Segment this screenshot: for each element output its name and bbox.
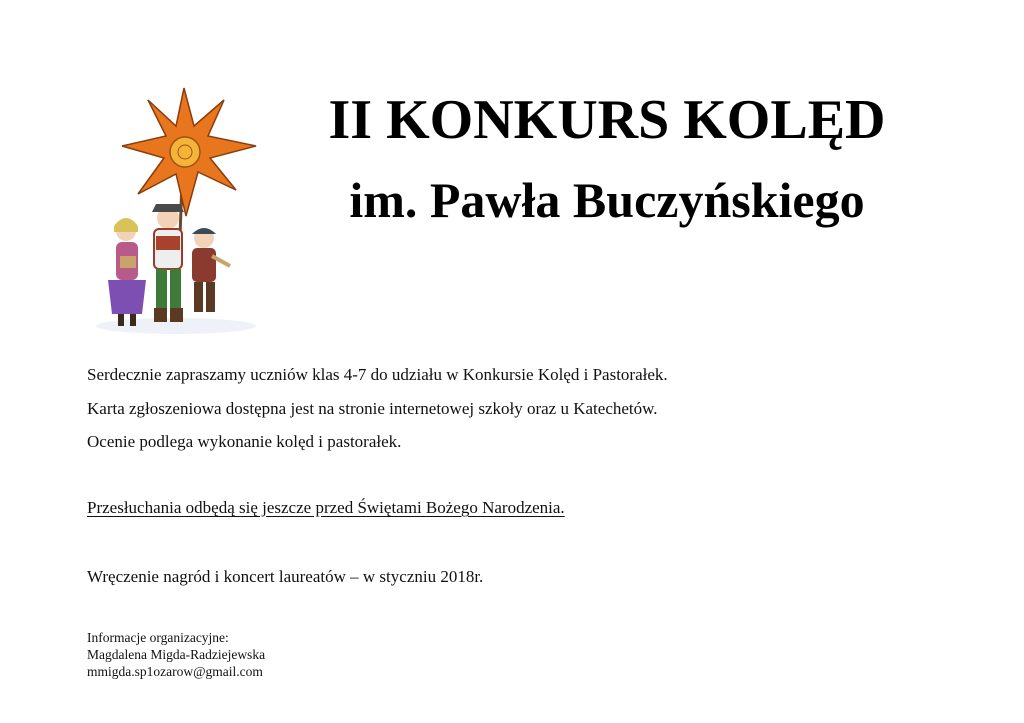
invitation-text: Serdecznie zapraszamy uczniów klas 4-7 do udziału w Konkursie Kolęd i Pastorałek. (87, 365, 668, 384)
evaluation-text: Ocenie podlega wykonanie kolęd i pastorałek. (87, 432, 402, 451)
form-info-text: Karta zgłoszeniowa dostępna jest na stronie internetowej szkoły oraz u Katechetów. (87, 399, 658, 418)
contest-title: II KONKURS KOLĘD (328, 89, 886, 151)
contest-patron-subtitle: im. Pawła Buczyńskiego (349, 172, 865, 228)
contact-heading: Informacje organizacyjne: (87, 630, 229, 645)
carolers-with-star-icon (86, 86, 266, 336)
contact-email: mmigda.sp1ozarow@gmail.com (87, 664, 263, 679)
auditions-text: Przesłuchania odbędą się jeszcze przed Świętami Bożego Narodzenia. (87, 498, 565, 517)
contact-name: Magdalena Migda-Radziejewska (87, 647, 266, 662)
awards-text: Wręczenie nagród i koncert laureatów – w styczniu 2018r. (87, 567, 484, 586)
